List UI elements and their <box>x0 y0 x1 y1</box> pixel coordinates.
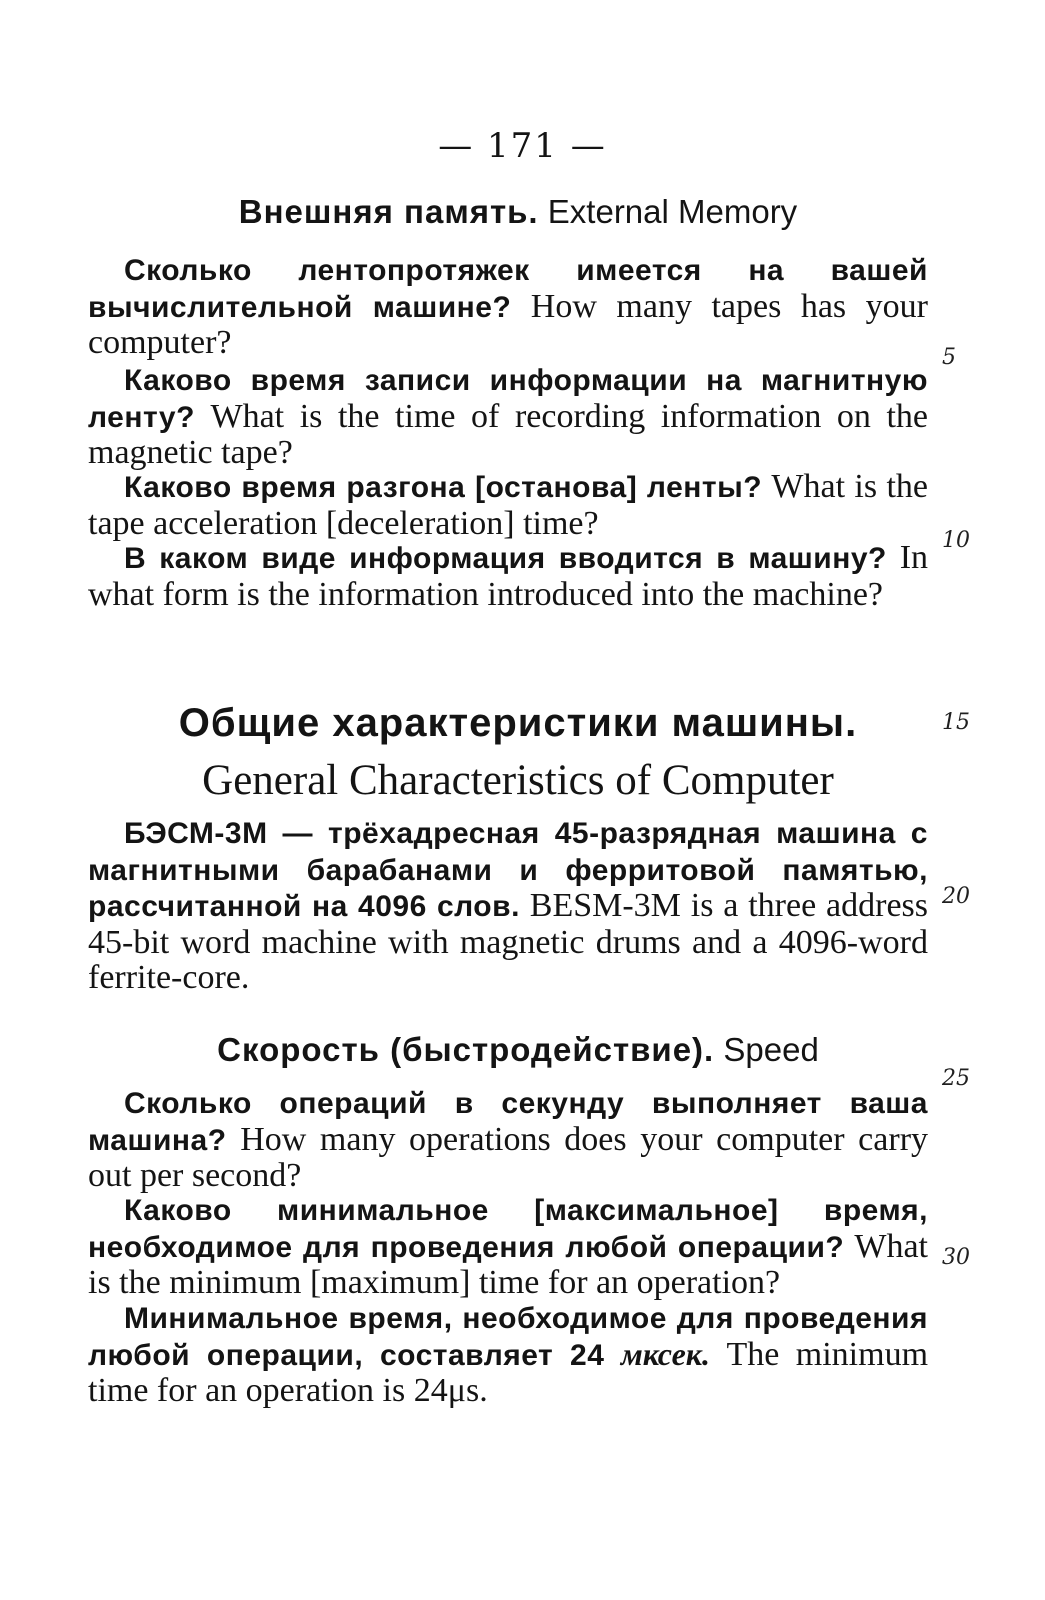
paragraph-en: BESM-3M is a three address 45-bit word machine with magnetic drums and a 4096-word ferrite-core. <box>88 887 929 996</box>
line-number-30: 30 <box>942 1245 970 1270</box>
paragraph-ru: БЭСМ-3М — трёхадресная 45-разрядная машина с магнитными барабанами и ферритовой памятью, рассчитанной на 4096 слов. <box>88 817 928 923</box>
paragraph-en: The minimum time for an operation is 24μs. <box>88 1335 929 1409</box>
paragraph-en: What is the time of recording information on the magnetic tape? <box>88 397 928 471</box>
line-number-20: 20 <box>942 884 970 909</box>
paragraph-acceleration-time <box>88 469 928 541</box>
paragraph-en: How many operations does your computer carry out per second? <box>88 1120 929 1194</box>
section-title-general-characteristics <box>88 694 948 810</box>
paragraph-ru: Каково минимальное [максимальное] время, необходимое для проведения любой операции? <box>88 1194 928 1264</box>
paragraph-input-form <box>88 540 928 612</box>
section-title-speed <box>88 1030 948 1070</box>
section-title-ru: Скорость (быстродействие). <box>217 1031 715 1068</box>
paragraph-ru: В каком виде информация вводится в машину? <box>124 542 887 575</box>
paragraph-tapes-count <box>88 252 928 361</box>
section-title-en: General Characteristics of Computer <box>202 757 834 804</box>
section-title-en: External Memory <box>547 193 798 230</box>
line-number-15: 15 <box>942 710 970 735</box>
paragraph-operations-per-second <box>88 1085 928 1194</box>
paragraph-en: In what form is the information introduced into the machine? <box>88 539 929 613</box>
line-number-10: 10 <box>942 528 970 553</box>
section-title-ru: Общие характеристики машины. <box>178 701 858 745</box>
paragraph-en: What is the tape acceleration [deceleration] time? <box>88 468 929 542</box>
paragraph-ru: Каково время разгона [останова] ленты? <box>124 471 763 504</box>
section-title-en: Speed <box>723 1031 819 1068</box>
paragraph-ru: Сколько лентопротяжек имеется на вашей вычислительной машине? <box>88 254 928 324</box>
page-number: — 171 — <box>438 126 607 166</box>
paragraph-ru: Каково время записи информации на магнитную ленту? <box>88 364 928 434</box>
line-number-5: 5 <box>942 345 956 370</box>
paragraph-ru: Минимальное время, необходимое для проведения любой операции, составляет 24 <box>88 1302 928 1372</box>
paragraph-en: What is the minimum [maximum] time for an operation? <box>88 1227 929 1301</box>
paragraph-recording-time <box>88 362 928 471</box>
paragraph-min-max-time <box>88 1192 928 1301</box>
paragraph-ru-italic-unit: мксек. <box>620 1335 710 1372</box>
paragraph-min-time-answer <box>88 1300 928 1409</box>
section-title-ru: Внешняя память. <box>238 193 539 230</box>
paragraph-en: How many tapes has your computer? <box>88 287 928 361</box>
section-title-external-memory <box>88 192 948 232</box>
line-number-25: 25 <box>942 1066 970 1091</box>
paragraph-ru: Сколько операций в секунду выполняет ваша машина? <box>88 1087 928 1157</box>
paragraph-besm-description <box>88 815 928 996</box>
